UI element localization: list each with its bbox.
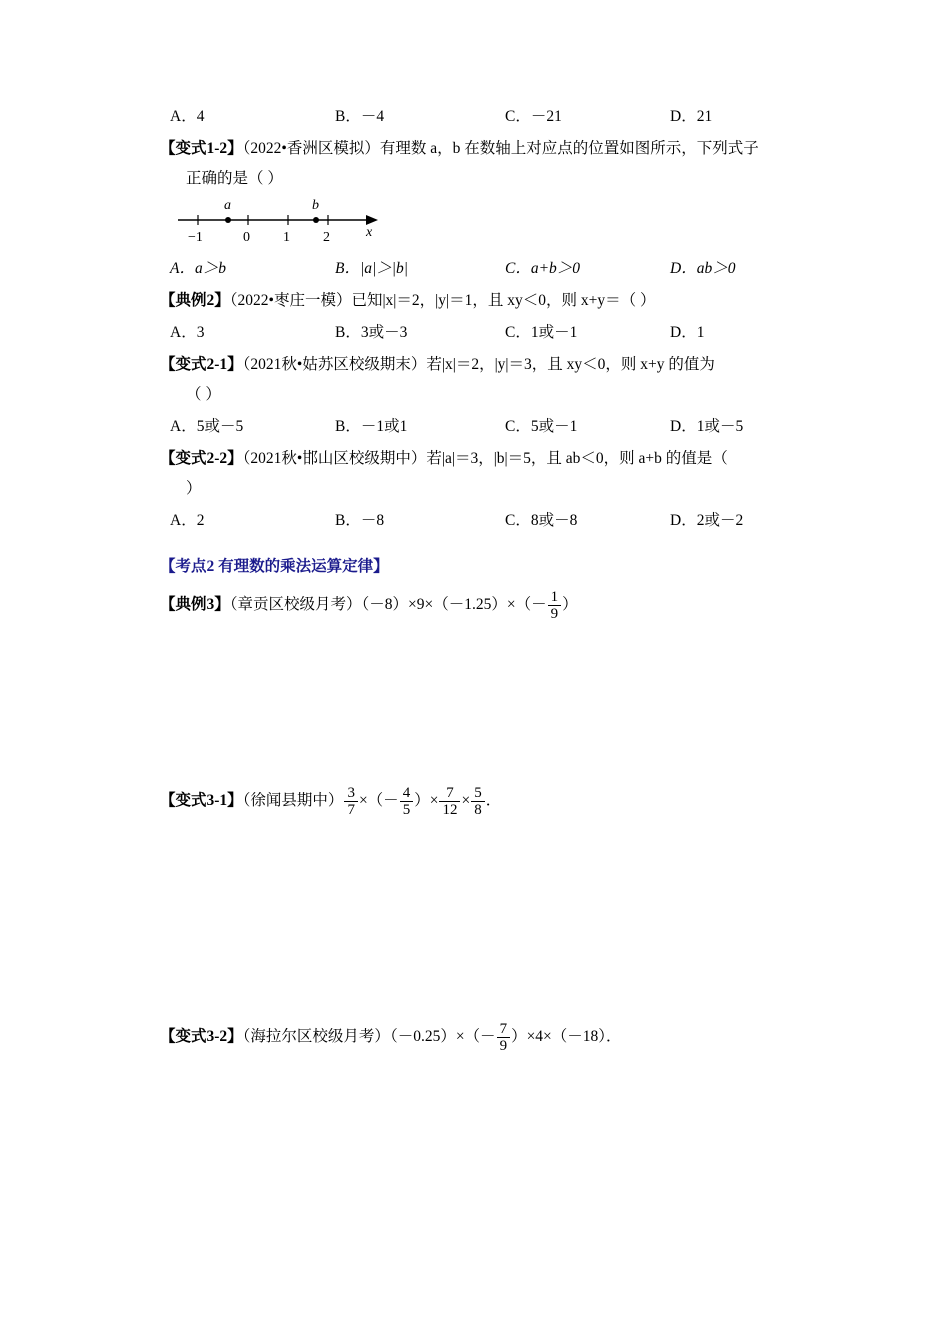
fraction-numerator: 5 (471, 785, 485, 803)
fraction-denominator: 9 (499, 1038, 508, 1055)
fraction-3-7 (344, 785, 358, 820)
choice-option-c[interactable]: C．8或－8 (505, 512, 578, 529)
fraction-numerator: 1 (548, 589, 562, 607)
choice-option-d[interactable]: D．1或－5 (670, 418, 744, 435)
fraction-7-9 (497, 1021, 511, 1056)
answer-space-example-3 (160, 628, 820, 778)
choice-option-d[interactable]: D．21 (670, 108, 713, 125)
question-text-line1: 若|a|＝3，|b|＝5，且 ab＜0，则 a+b 的值是（ (426, 450, 728, 467)
fraction-5-8 (471, 785, 485, 820)
choice-option-d[interactable]: D．2或－2 (670, 512, 744, 529)
question-expression-post: ）×4×（－18）． (511, 1028, 622, 1045)
question-tag: 【典例3】 (160, 596, 230, 613)
operator-2: ）× (414, 792, 439, 809)
expression-end: ． (485, 792, 502, 809)
question-text-line2: 正确的是（ ） (186, 170, 283, 187)
svg-text:2: 2 (323, 230, 330, 245)
fraction-denominator: 8 (474, 802, 482, 819)
question-tag: 【变式3-1】 (160, 792, 243, 809)
question-source: （2021秋•姑苏区校级期末） (242, 356, 427, 373)
fraction-numerator: 7 (497, 1021, 511, 1039)
choice-option-c[interactable]: C．a+b＞0 (505, 260, 581, 277)
fraction-denominator: 12 (442, 802, 458, 819)
question-tag: 【变式3-2】 (160, 1028, 243, 1045)
fraction-one-ninth (548, 589, 562, 624)
fraction-denominator: 9 (550, 606, 559, 623)
choice-option-d[interactable]: D．1 (670, 324, 705, 341)
question-source: （章贡区校级月考） (229, 596, 362, 613)
choice-option-b[interactable]: B．－1或1 (335, 418, 408, 435)
figure-number-line (170, 194, 820, 252)
operator-1: ×（－ (358, 792, 399, 809)
choice-option-c[interactable]: C．5或－1 (505, 418, 578, 435)
fraction-numerator: 3 (344, 785, 358, 803)
question-tag: 【变式2-2】 (160, 450, 243, 467)
svg-text:b: b (312, 198, 319, 213)
question-text-line1: 若|x|＝2，|y|＝3，且 xy＜0，则 x+y 的值为 (426, 356, 715, 373)
question-variant-3-2 (160, 1014, 820, 1060)
choice-option-a[interactable]: A．4 (170, 108, 205, 125)
fraction-denominator: 5 (402, 802, 411, 819)
question-example-2 (160, 286, 820, 316)
choice-option-a[interactable]: A．3 (170, 324, 205, 341)
question-variant-1-2-line2 (186, 164, 820, 194)
operator-3: × (461, 792, 471, 809)
question-source: （徐闻县期中） (242, 792, 344, 809)
choices-row-2-2 (170, 504, 820, 538)
question-variant-2-1 (160, 350, 820, 380)
question-source: （2021秋•邯山区校级期中） (242, 450, 427, 467)
question-variant-1-2 (160, 134, 820, 164)
svg-text:a: a (224, 198, 231, 213)
choice-option-a[interactable]: A．5或－5 (170, 418, 244, 435)
question-variant-2-1-line2 (186, 380, 820, 410)
question-text-line1: 有理数 a，b 在数轴上对应点的位置如图所示，下列式子 (379, 140, 759, 157)
question-variant-2-2 (160, 444, 820, 474)
choices-row-1-2 (170, 252, 820, 286)
question-expression-pre: （－0.25）×（－ (389, 1028, 496, 1045)
question-tag: 【变式2-1】 (160, 356, 243, 373)
number-line-svg (170, 194, 430, 250)
choice-option-d[interactable]: D．ab＞0 (670, 260, 736, 277)
choice-option-b[interactable]: B．3或－3 (335, 324, 408, 341)
question-text: 已知|x|＝2，|y|＝1，且 xy＜0，则 x+y＝（ ） (351, 292, 656, 309)
question-tag: 【典例2】 (160, 292, 230, 309)
choices-row-2-1 (170, 410, 820, 444)
choice-option-b[interactable]: B．|a|＞|b| (335, 260, 409, 277)
answer-space-variant-3-1 (160, 824, 820, 1014)
fraction-4-5 (400, 785, 414, 820)
question-text-line2: ） (186, 480, 202, 497)
question-expression-pre: （－8）×9×（－1.25）×（－ (361, 596, 547, 613)
question-variant-2-2-line2 (186, 474, 820, 504)
choices-row (170, 100, 820, 134)
question-source: （2022•枣庄一模） (229, 292, 352, 309)
fraction-denominator: 7 (347, 802, 355, 819)
question-expression-post: ） (562, 596, 578, 613)
choices-row-example-2 (170, 316, 820, 350)
svg-text:−1: −1 (188, 230, 203, 245)
choice-option-c[interactable]: C．－21 (505, 108, 562, 125)
choice-option-b[interactable]: B．－4 (335, 108, 385, 125)
fraction-7-12 (439, 785, 460, 820)
svg-text:0: 0 (243, 230, 250, 245)
question-source: （2022•香洲区模拟） (242, 140, 380, 157)
choice-option-c[interactable]: C．1或－1 (505, 324, 578, 341)
question-tag: 【变式1-2】 (160, 140, 243, 157)
svg-text:1: 1 (283, 230, 290, 245)
fraction-numerator: 7 (439, 785, 460, 803)
choice-option-b[interactable]: B．－8 (335, 512, 385, 529)
question-source: （海拉尔区校级月考） (242, 1028, 390, 1045)
question-text-line2: （ ） (186, 386, 221, 403)
fraction-numerator: 4 (400, 785, 414, 803)
question-variant-3-1 (160, 778, 820, 824)
document-body (160, 100, 820, 1060)
svg-text:x: x (366, 225, 373, 240)
choice-option-a[interactable]: A．a＞b (170, 260, 226, 277)
section-heading-kaodian-2: 【考点2 有理数的乘法运算定律】 (160, 558, 389, 575)
question-example-3 (160, 582, 820, 628)
choice-option-a[interactable]: A．2 (170, 512, 205, 529)
